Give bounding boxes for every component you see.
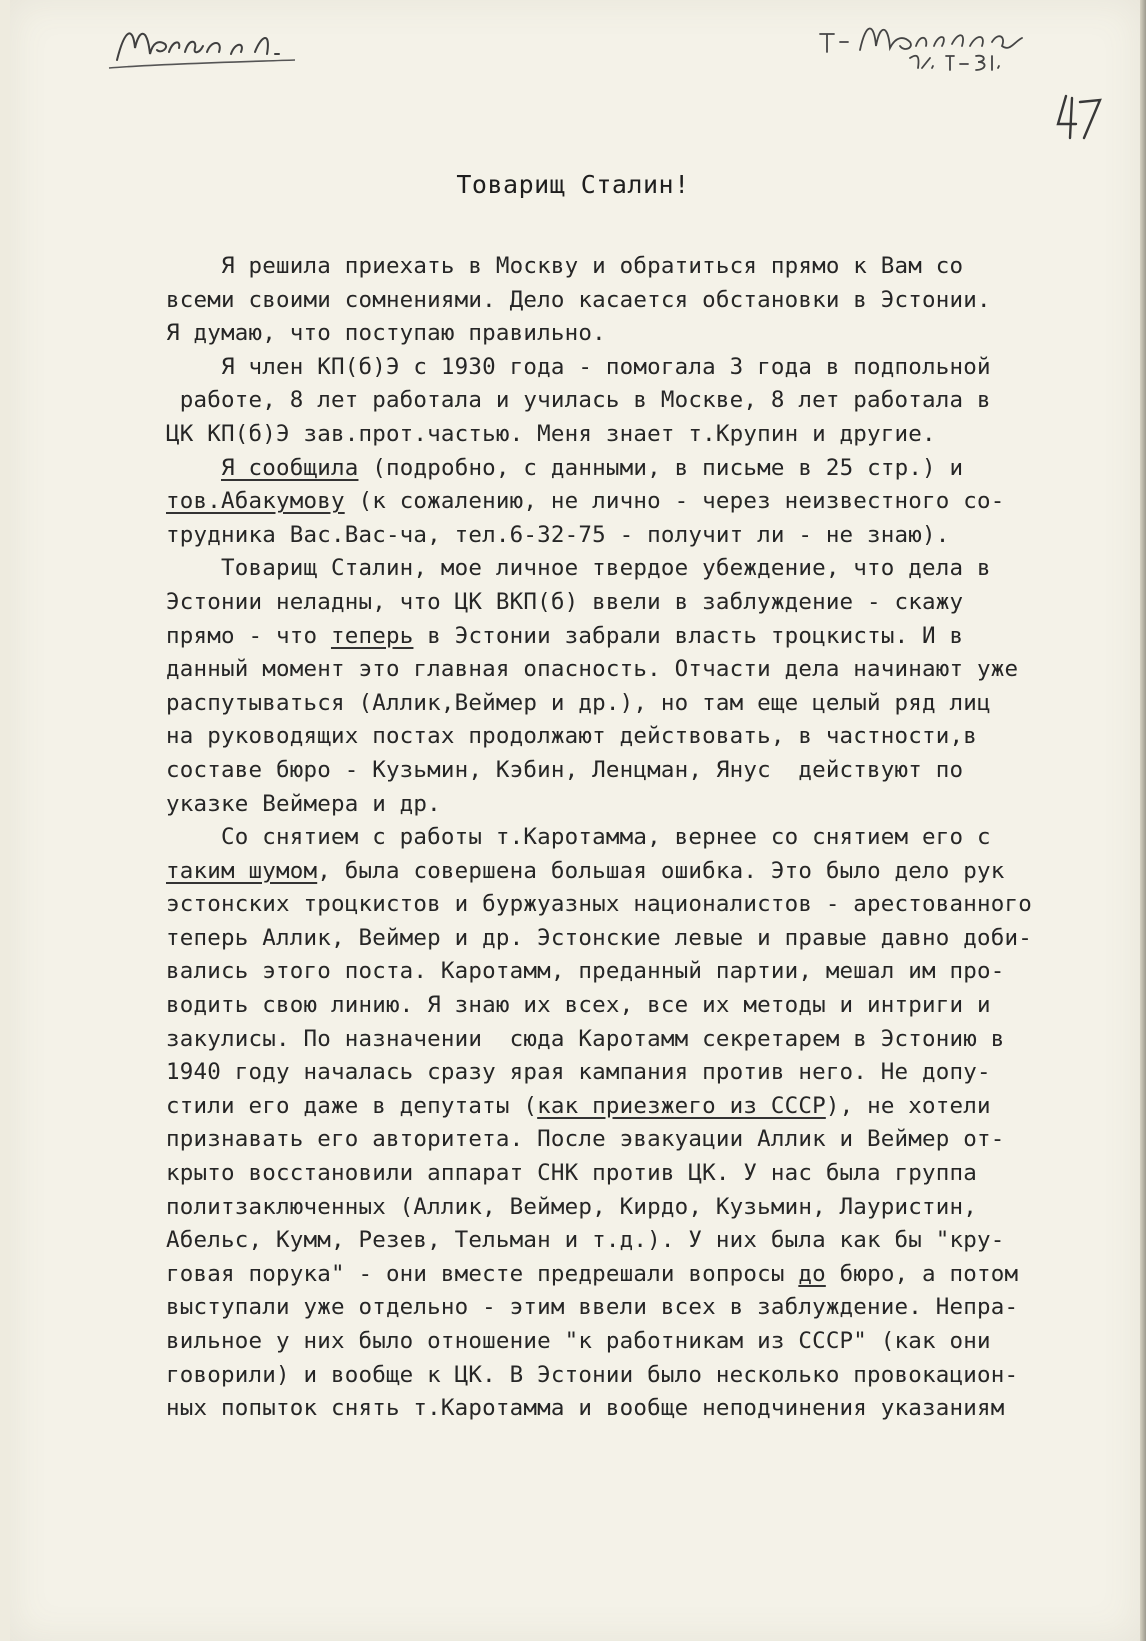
letter-line: [166, 452, 1126, 486]
letter-line: всеми своими сомнениями. Дело касается обстановки в Эстонии.: [166, 286, 991, 313]
letter-line: [166, 620, 1126, 654]
letter-line: политзаключенных (Аллик, Веймер, Кирдо, Кузьмин, Лауристин,: [166, 1193, 978, 1220]
letter-line: Товарищ Сталин, мое личное твердое убеждение, что дела в: [166, 555, 991, 582]
line-segment: бюро, а потом: [825, 1260, 1019, 1287]
line-segment: прямо - что: [166, 622, 331, 649]
letter-line: [166, 485, 1126, 519]
letter-line: выступали уже отдельно - этим ввели всех в заблуждение. Непра-: [166, 1294, 1019, 1321]
line-segment: (подробно, с данными, в письме в 25 стр.) и: [358, 454, 964, 481]
underlined-phrase: таким шумом: [166, 857, 318, 884]
letter-line: признавать его авторитета. После эвакуации Аллик и Веймер от-: [166, 1126, 1005, 1153]
letter-line: распутываться (Аллик,Веймер и др.), но там еще целый ряд лиц: [166, 689, 991, 716]
letter-line: говорили) и вообще к ЦК. В Эстонии было несколько провокацион-: [166, 1361, 1019, 1388]
letter-line: [166, 1090, 1126, 1124]
line-segment: стили его даже в депутаты (: [166, 1092, 538, 1119]
letter-line: Со снятием с работы т.Каротамма, вернее со снятием его с: [166, 824, 991, 851]
line-segment: в Эстонии забрали власть троцкисты. И в: [413, 622, 964, 649]
letter-line: работе, 8 лет работала и училась в Москве, 8 лет работала в: [166, 387, 991, 414]
underlined-phrase: тов.Абакумову: [166, 488, 345, 515]
underlined-phrase: до: [798, 1260, 826, 1287]
letter-line: закулисы. По назначении сюда Каротамм секретарем в Эстонию в: [166, 1025, 1005, 1052]
paper-edge: [1140, 0, 1146, 1641]
letter-salutation: Товарищ Сталин!: [456, 170, 690, 199]
letter-line: ЦК КП(б)Э зав.прот.частью. Меня знает т.Крупин и другие.: [166, 420, 936, 447]
line-segment: [166, 455, 221, 481]
letter-line: Я член КП(б)Э с 1930 года - помогала 3 года в подпольной: [166, 353, 991, 380]
letter-line: Я решила приехать в Москву и обратиться прямо к Вам со: [166, 253, 964, 279]
page-number-handwriting: [1050, 88, 1110, 143]
line-segment: ), не хотели: [825, 1092, 991, 1119]
letter-line: [166, 1258, 1126, 1292]
letter-line: 1940 году началась сразу ярая кампания против него. Не допу-: [166, 1059, 991, 1086]
letter-line: составе бюро - Кузьмин, Кэбин, Ленцман, Янус действуют по: [166, 756, 964, 783]
letter-body: [166, 250, 1126, 1426]
letter-line: данный момент это главная опасность. Отчасти дела начинают уже: [166, 656, 1019, 683]
letter-line: вались этого поста. Каротамм, преданный партии, мешал им про-: [166, 958, 1005, 985]
underlined-phrase: как приезжего из СССР: [537, 1092, 826, 1119]
underlined-phrase: теперь: [330, 622, 414, 649]
line-segment: (к сожалению, не лично - через неизвестного со-: [344, 488, 1005, 515]
letter-line: Абельс, Кумм, Резев, Тельман и т.д.). У них была как бы "кру-: [166, 1227, 1005, 1254]
letter-line: эстонских троцкистов и буржуазных националистов - арестованного: [166, 891, 1033, 918]
letter-line: водить свою линию. Я знаю их всех, все их методы и интриги и: [166, 992, 991, 1019]
line-segment: , была совершена большая ошибка. Это было дело рук: [317, 857, 1005, 884]
underlined-phrase: Я сообщила: [221, 454, 359, 481]
letter-line: [166, 855, 1126, 889]
letter-line: на руководящих постах продолжают действовать, в частности,в: [166, 723, 978, 750]
letter-line: теперь Аллик, Веймер и др. Эстонские левые и правые давно доби-: [166, 924, 1033, 951]
letter-line: ных попыток снять т.Каротамма и вообще неподчинения указаниям: [166, 1395, 1005, 1422]
addressee-date-handwriting: [800, 12, 1050, 72]
letter-line: крыто восстановили аппарат СНК против ЦК. У нас была группа: [166, 1160, 978, 1187]
signature-handwriting: [95, 18, 305, 73]
letter-line: указке Веймера и др.: [166, 790, 441, 817]
letter-line: Эстонии неладны, что ЦК ВКП(б) ввели в заблуждение - скажу: [166, 588, 964, 615]
line-segment: говая порука" - они вместе предрешали вопросы: [166, 1260, 799, 1287]
letter-line: Я думаю, что поступаю правильно.: [166, 320, 606, 347]
letter-line: вильное у них было отношение "к работникам из СССР" (как они: [166, 1328, 991, 1354]
letter-line: трудника Вас.Вас-ча, тел.6-32-75 - получит ли - не знаю).: [166, 521, 950, 548]
